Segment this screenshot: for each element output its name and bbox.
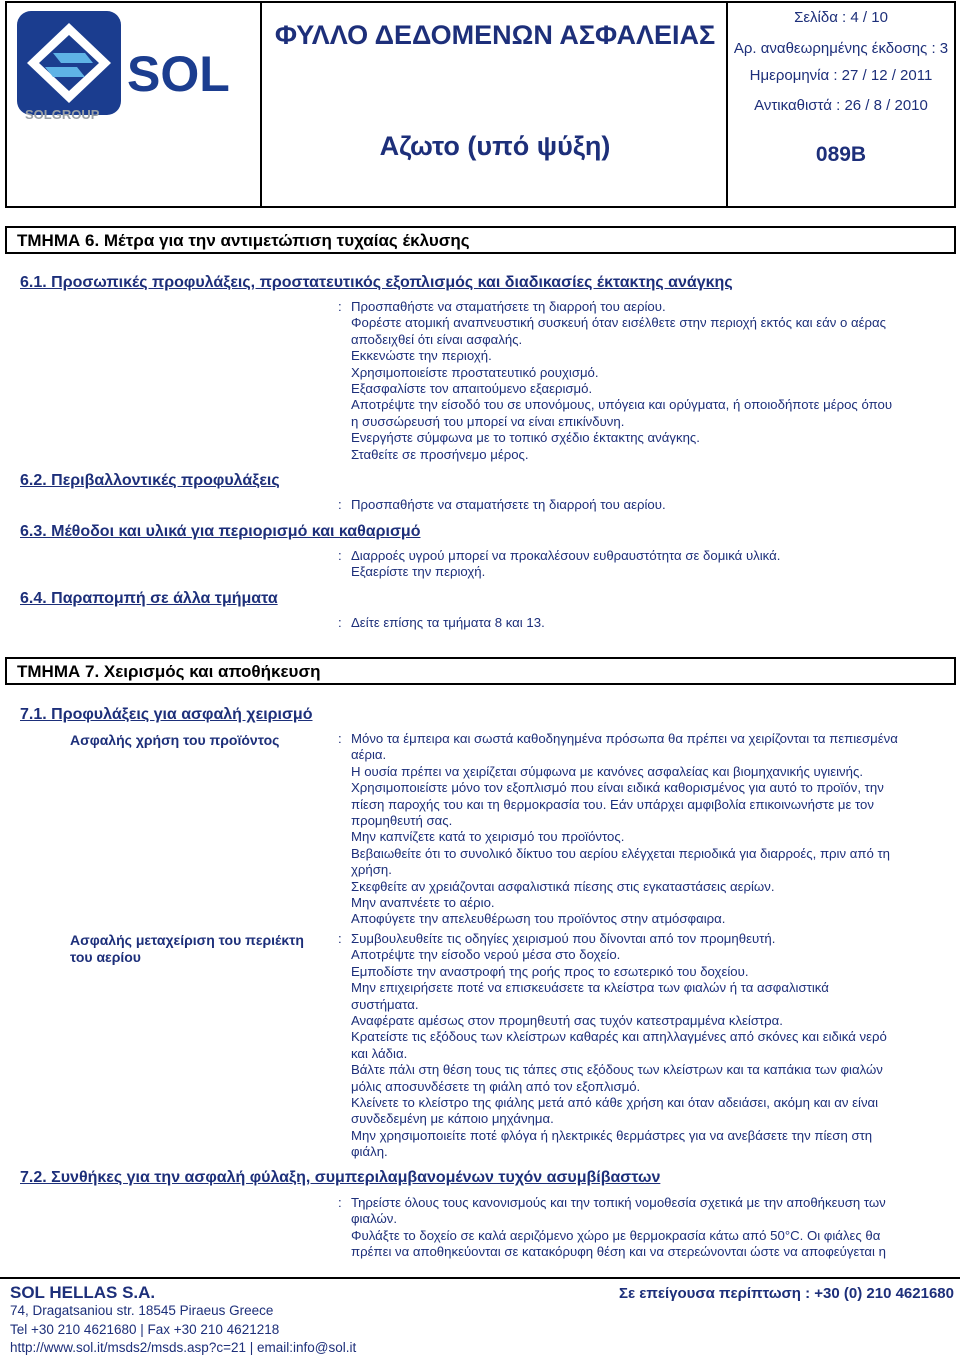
title-cell (262, 3, 728, 206)
text-line: Βάλτε πάλι στη θέση τους τις τάπες στις εξόδους των κλείστρων και τα καπάκια των φιαλών (351, 1062, 883, 1078)
label-container-line-1: Ασφαλής μεταχείριση του περιέκτη (70, 932, 304, 948)
text-line: αέρια. (351, 747, 387, 763)
text-line: Εκκενώστε την περιοχή. (351, 348, 492, 364)
text-line: πρέπει να αποθηκεύονται σε κατακόρυφη θέση και να στερεώνονται ώστε να αποφεύγεται η (351, 1244, 886, 1260)
text-line: Αποτρέψτε την είσοδο νερού μέσα στο δοχείο. (351, 947, 621, 963)
text-line: Χρησιμοποιείστε προστατευτικό ρουχισμό. (351, 364, 599, 380)
footer-web-link[interactable]: http://www.sol.it/msds2/msds.asp?c=21 | email:info@sol.it (10, 1340, 357, 1355)
label-container-handling (70, 932, 320, 966)
text-line: Αναφέρατε αμέσως στον προμηθευτή σας τυχόν κατεστραμμένα κλείστρα. (351, 1013, 783, 1029)
replaces-date: Αντικαθιστά : 26 / 8 / 2010 (754, 97, 928, 114)
subsection-6-4-text (338, 615, 953, 631)
text-line: Χρησιμοποιείστε μόνο τον εξοπλισμό που είναι ειδικά καθορισμένος για αυτό το προϊόν, την (351, 780, 884, 796)
text-line: Μην χρησιμοποιείτε ποτέ φλόγα ή ηλεκτρικές θερμάστρες για να ανεβάσετε την πίεση στη (351, 1127, 873, 1143)
text-line: συστήματα. (351, 996, 419, 1012)
text-line: Εμποδίστε την αναστροφή της ροής προς το εσωτερικό του δοχείου. (351, 963, 749, 979)
text-line: Η ουσία πρέπει να χειρίζεται σύμφωνα με κανόνες ασφαλείας και βιομηχανικής υγιεινής. (351, 763, 863, 779)
text-line: συνδεδεμένη με κάποιο μηχάνημα. (351, 1111, 554, 1127)
colon-separator: : (338, 615, 342, 630)
subsection-7-2-text (338, 1195, 953, 1261)
text-line: Κρατείστε τις εξόδους των κλείστρων καθαρές και απηλλαγμένες από σκόνες και ειδικά νερό (351, 1029, 887, 1045)
text-line: πίεση παροχής του και τη θερμοκρασία του. Εάν υπάρχει αμφιβολία επικοινωνήστε με τον (351, 796, 874, 812)
revision-date: Ημερομηνία : 27 / 12 / 2011 (749, 67, 933, 84)
footer-emergency-phone: Σε επείγουσα περίπτωση : +30 (0) 210 4621680 (618, 1285, 954, 1302)
text-line: Αποφύγετε την απελευθέρωση του προϊόντος στην ατμόσφαιρα. (351, 911, 726, 927)
subsection-6-2-title: 6.2. Περιβαλλοντικές προφυλάξεις (20, 472, 280, 489)
text-line: και λάδια. (351, 1045, 408, 1061)
product-name: Αζωτο (υπό ψύξη) (379, 131, 611, 161)
section-7-title: ΤΜΗΜΑ 7. Χειρισμός και αποθήκευση (5, 657, 956, 685)
footer-phone: Tel +30 210 4621680 | Fax +30 210 4621218 (10, 1322, 280, 1337)
text-line: : Προσπαθήστε να σταματήσετε τη διαρροή του αερίου. (338, 497, 666, 512)
section-6-title: ΤΜΗΜΑ 6. Μέτρα για την αντιμετώπιση τυχαίας έκλυσης (5, 226, 956, 254)
svg-text:SOLGROUP: SOLGROUP (25, 107, 100, 122)
footer-address: 74, Dragatsaniou str. 18545 Piraeus Greece (10, 1303, 274, 1318)
text-line: Εξασφαλίστε τον απαιτούμενο εξαερισμό. (351, 381, 593, 397)
text-line: : Μόνο τα έμπειρα και σωστά καθοδηγημένα πρόσωπα θα πρέπει να χειρίζονται τα πεπιεσμένα (338, 731, 898, 746)
safe-use-text (338, 731, 953, 928)
subsection-6-1-text (338, 299, 953, 463)
colon-separator: : (338, 931, 342, 946)
colon-separator: : (338, 497, 342, 512)
text-line: Σκεφθείτε αν χρειάζονται ασφαλιστικά πίεσης στις εγκαταστάσεις αερίων. (351, 878, 775, 894)
text-line: Μην καπνίζετε κατά το χειρισμό του προϊόντος. (351, 829, 625, 845)
text-line: Μην αναπνέετε το αέριο. (351, 895, 495, 911)
text-line: : Διαρροές υγρού μπορεί να προκαλέσουν ευθραυστότητα σε δομικά υλικά. (338, 548, 781, 563)
colon-separator: : (338, 731, 342, 746)
text-line: Εξαερίστε την περιοχή. (351, 564, 486, 580)
footer-company: SOL HELLAS S.A. (10, 1283, 156, 1302)
text-line: Βεβαιωθείτε ότι το συνολικό δίκτυο του αερίου ελέγχεται περιοδικά για διαρροές, πριν από τη (351, 845, 890, 861)
text-line: Ενεργήστε σύμφωνα με το τοπικό σχέδιο έκτακτης ανάγκης. (351, 430, 700, 446)
text-line: η συσσώρευσή του μπορεί να είναι επικίνδυνη. (351, 413, 625, 429)
subsection-7-1-title: 7.1. Προφυλάξεις για ασφαλή χειρισμό (20, 706, 313, 723)
text-line: αποδειχθεί ότι είναι ασφαλής. (351, 331, 523, 347)
subsection-6-4-title: 6.4. Παραπομπή σε άλλα τμήματα (20, 590, 278, 607)
document-header (5, 1, 956, 208)
subsection-6-1-title: 6.1. Προσωπικές προφυλάξεις, προστατευτικός εξοπλισμός και διαδικασίες έκτακτης ανάγκης (20, 274, 733, 291)
revision-number: Αρ. αναθεωρημένης έκδοσης : 3 (733, 40, 949, 57)
text-line: μόλις αποσυνδέσετε τη φιάλη από τον εξοπλισμό. (351, 1078, 641, 1094)
document-title: ΦΥΛΛΟ ΔΕΔΟΜΕΝΩΝ ΑΣΦΑΛΕΙΑΣ (274, 20, 716, 50)
document-footer (0, 1277, 960, 1358)
meta-cell (728, 3, 954, 206)
text-line: : Τηρείστε όλους τους κανονισμούς και την τοπική νομοθεσία σχετικά με την αποθήκευση των (338, 1195, 886, 1210)
container-handling-text (338, 931, 953, 1161)
text-line: Σταθείτε σε προσήνεμο μέρος. (351, 446, 529, 462)
text-line: Αποτρέψτε την είσοδό του σε υπονόμους, υπόγεια και ορύγματα, ή οποιοδήποτε μέρος όπου (351, 397, 893, 413)
colon-separator: : (338, 548, 342, 563)
label-safe-use: Ασφαλής χρήση του προϊόντος (70, 732, 280, 748)
label-container-line-2: του αερίου (70, 949, 141, 965)
text-line: χρήση. (351, 862, 392, 878)
text-line: Μην επιχειρήσετε ποτέ να επισκευάσετε τα κλείστρα των φιαλών ή τα ασφαλιστικά (351, 980, 829, 996)
text-line: Φορέστε ατομική αναπνευστική συσκευή όταν εισέλθετε στην περιοχή εκτός και εάν ο αέρας (351, 315, 887, 331)
subsection-6-2-text (338, 497, 953, 513)
logo-cell (7, 3, 262, 206)
colon-separator: : (338, 299, 342, 314)
text-line: προμηθευτή σας. (351, 813, 453, 829)
document-code: 089B (815, 143, 867, 166)
text-line: : Δείτε επίσης τα τμήματα 8 και 13. (338, 615, 545, 630)
text-line: : Προσπαθήστε να σταματήσετε τη διαρροή του αερίου. (338, 299, 666, 314)
colon-separator: : (338, 1195, 342, 1210)
text-line: Κλείνετε το κλείστρο της φιάλης μετά από κάθε χρήση και όταν αδειάσει, ακόμη και αν είναι (351, 1095, 879, 1111)
text-line: φιαλών. (351, 1211, 398, 1227)
page-number: Σελίδα : 4 / 10 (794, 9, 888, 26)
subsection-6-3-title: 6.3. Μέθοδοι και υλικά για περιορισμό και καθαρισμό (20, 523, 421, 540)
text-line: Φυλάξτε το δοχείο σε καλά αεριζόμενο χώρο με θερμοκρασία κάτω από 50°C. Οι φιάλες θα (351, 1227, 881, 1243)
svg-text:SOL: SOL (127, 46, 230, 102)
subsection-6-3-text (338, 548, 953, 581)
text-line: : Συμβουλευθείτε τις οδηγίες χειρισμού που δίνονται από τον προμηθευτή. (338, 931, 776, 946)
text-line: φιάλη. (351, 1144, 388, 1160)
sol-logo (15, 9, 255, 123)
subsection-7-2-title: 7.2. Συνθήκες για την ασφαλή φύλαξη, συμπεριλαμβανομένων τυχόν ασυμβίβαστων (20, 1169, 661, 1186)
